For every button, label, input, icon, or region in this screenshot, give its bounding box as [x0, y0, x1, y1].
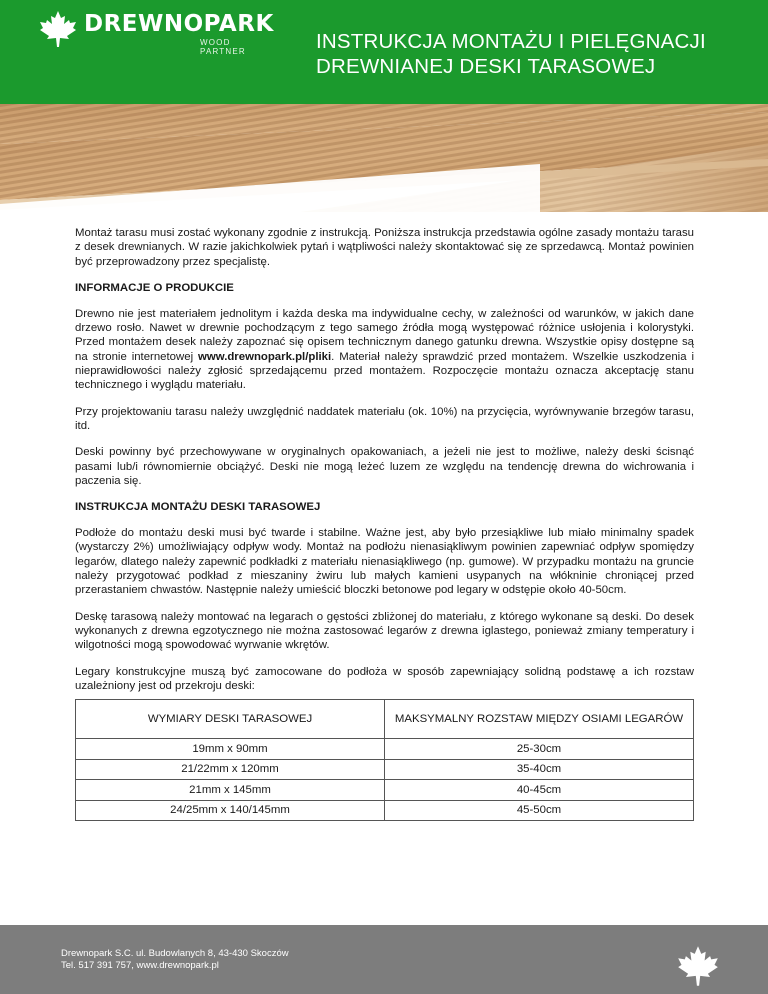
table-cell-spacing: 25-30cm — [385, 739, 694, 760]
product-info-text-2: . Materiał należy sprawdzić przed montażem. Wszelkie uszkodzenia i nieprawidłowości należy zgłosić sprzedającemu przed montażem. Rozpoczęcie montażu oznacza akceptację stanu technicznego i wyglądu materiału. — [75, 350, 694, 392]
brand-tagline: WOOD PARTNER — [200, 38, 246, 56]
company-address: Drewnopark S.C. ul. Budowlanych 8, 43-430 Skoczów — [61, 948, 289, 959]
table-row — [76, 800, 694, 821]
table-cell-dimension: 24/25mm x 140/145mm — [76, 800, 385, 821]
installation-paragraph-2: Deskę tarasową należy montować na legarach o gęstości zbliżonej do materiału, z którego wykonane są deski. Do desek wykonanych z drewna egzotycznego nie można zastosować legarów z drewna iglastego, ponieważ zmiany temperatury i wilgotności mogą spowodować wyrwanie wkrętów. — [75, 610, 694, 652]
section-heading-installation: INSTRUKCJA MONTAŻU DESKI TARASOWEJ — [75, 501, 321, 514]
section-heading-product-info: INFORMACJE O PRODUKCIE — [75, 281, 234, 294]
intro-paragraph: Montaż tarasu musi zostać wykonany zgodnie z instrukcją. Poniższa instrukcja przedstawia ogólne zasady montażu tarasu z desek drewnianych. W razie jakichkolwiek pytań i wątpliwości należy skontaktować się ze sprzedawcą. Montaż powinien być przeprowadzony przez specjalistę. — [75, 227, 694, 268]
files-link[interactable]: www.drewnopark.pl/pliki — [198, 350, 332, 363]
title-line-1: INSTRUKCJA MONTAŻU I PIELĘGNACJI — [316, 30, 706, 53]
product-info-paragraph-2: Przy projektowaniu tarasu należy uwzględnić naddatek materiału (ok. 10%) na przycięcia, wyrównywanie brzegów tarasu, itd. — [75, 405, 694, 432]
company-phone-web: Tel. 517 391 757, www.drewnopark.pl — [61, 960, 219, 971]
product-info-text-1: Drewno nie jest materiałem jednolitym i każda deska ma indywidualne cechy, w zależności od warunków, w jakich dane drzewo rosło. Nawet w drewnie pochodzącym z tego samego źródła mogą występować różnice usłojenia i kolorystyki. Przed montażem desek należy zapoznać się opisem technicznym danego gatunku drewna. Wszystkie opisy dostępne są na stronie internetowej — [75, 307, 694, 363]
table-cell-spacing: 35-40cm — [385, 759, 694, 780]
brand-logo — [38, 9, 274, 56]
table-cell-spacing: 45-50cm — [385, 800, 694, 821]
product-info-paragraph-1 — [75, 307, 694, 393]
company-contact — [61, 948, 289, 972]
table-cell-spacing: 40-45cm — [385, 780, 694, 801]
installation-paragraph-3: Legary konstrukcyjne muszą być zamocowane do podłoża w sposób zapewniający solidną podstawę a ich rozstaw uzależniony jest od przekroju deski: — [75, 665, 694, 692]
table-header-row — [76, 700, 694, 739]
table-header-spacing: MAKSYMALNY ROZSTAW MIĘDZY OSIAMI LEGARÓW — [385, 700, 694, 739]
footer-bar — [0, 925, 768, 994]
table-cell-dimension: 19mm x 90mm — [76, 739, 385, 760]
page-title — [316, 29, 761, 79]
table-header-dimensions: WYMIARY DESKI TARASOWEJ — [76, 700, 385, 739]
joist-spacing-table — [75, 699, 694, 821]
installation-paragraph-1: Podłoże do montażu deski musi być twarde i stabilne. Ważne jest, aby było przesiąkliwe lub miało minimalny spadek (wystarczy 2%) umożliwiający odpływ wody. Montaż na podłożu nienasiąkliwym powinien zapewniać odpływ spomiędzy legarów, dlatego należy zapewnić podkładki z materiału nienasiąkliwego (np. gumowe). W przypadku montażu na gruncie należy przygotować podkład z mieszaniny żwiru lub małych kamieni usypanych na włókninie chroniącej przed przerastaniem chwastów. Następnie należy umieścić bloczki betonowe pod legary w odstępie około 40-50cm. — [75, 527, 694, 597]
header-banner — [0, 0, 768, 104]
table-row — [76, 759, 694, 780]
table-row — [76, 780, 694, 801]
table-row — [76, 739, 694, 760]
brand-name: DREWNOPARK — [84, 11, 274, 37]
maple-leaf-icon — [676, 944, 720, 988]
table-cell-dimension: 21/22mm x 120mm — [76, 759, 385, 780]
maple-leaf-icon — [38, 9, 78, 49]
product-info-paragraph-3: Deski powinny być przechowywane w oryginalnych opakowaniach, a jeżeli nie jest to możliwe, należy deski ścisnąć pasami lub/i równomiernie obciążyć. Deski nie mogą leżeć luzem ze względu na tendencję drewna do wichrowania i paczenia się. — [75, 446, 694, 487]
table-cell-dimension: 21mm x 145mm — [76, 780, 385, 801]
document-body — [75, 226, 694, 821]
title-line-2: DREWNIANEJ DESKI TARASOWEJ — [316, 55, 656, 78]
wood-decking-photo — [0, 104, 768, 212]
wood-boards-image — [0, 104, 768, 212]
